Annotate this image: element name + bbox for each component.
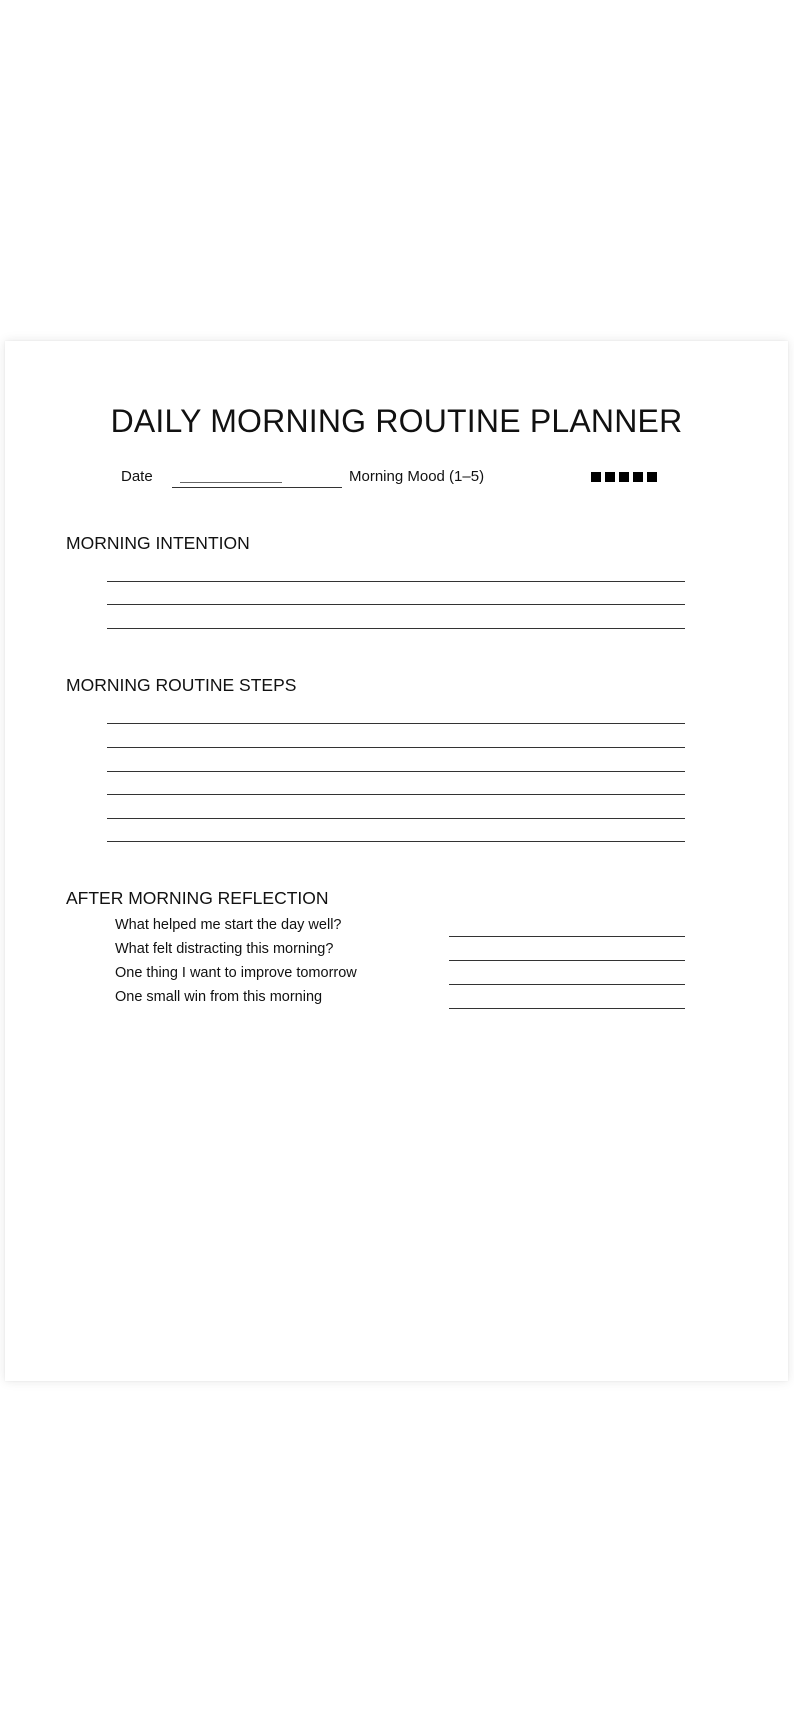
reflection-heading: AFTER MORNING REFLECTION	[66, 888, 329, 908]
routine-step-line[interactable]	[107, 747, 685, 748]
routine-step-line[interactable]	[107, 794, 685, 795]
mood-label: Morning Mood (1–5)	[349, 468, 485, 485]
intention-line[interactable]	[107, 604, 685, 605]
reflection-question: One thing I want to improve tomorrow	[115, 965, 357, 981]
date-input-line[interactable]	[172, 487, 342, 488]
reflection-answer-line[interactable]	[449, 936, 685, 937]
reflection-question: One small win from this morning	[115, 989, 323, 1005]
reflection-question: What helped me start the day well?	[115, 917, 342, 933]
routine-steps-heading: MORNING ROUTINE STEPS	[66, 675, 297, 695]
routine-step-line[interactable]	[107, 723, 685, 724]
reflection-answer-line[interactable]	[449, 1008, 685, 1009]
mood-box-1[interactable]	[591, 472, 601, 482]
intention-heading: MORNING INTENTION	[66, 533, 250, 553]
reflection-answer-line[interactable]	[449, 984, 685, 985]
routine-step-line[interactable]	[107, 818, 685, 819]
mood-box-5[interactable]	[647, 472, 657, 482]
mood-scale	[591, 472, 657, 482]
mood-box-2[interactable]	[605, 472, 615, 482]
intention-line[interactable]	[107, 581, 685, 582]
reflection-answer-line[interactable]	[449, 960, 685, 961]
mood-box-3[interactable]	[619, 472, 629, 482]
page-title: DAILY MORNING ROUTINE PLANNER	[110, 403, 683, 439]
intention-line[interactable]	[107, 628, 685, 629]
routine-step-line[interactable]	[107, 841, 685, 842]
reflection-question: What felt distracting this morning?	[115, 941, 334, 957]
date-short-line	[180, 482, 282, 483]
mood-box-4[interactable]	[633, 472, 643, 482]
routine-step-line[interactable]	[107, 771, 685, 772]
date-label: Date	[121, 468, 153, 485]
planner-page	[5, 341, 788, 1381]
